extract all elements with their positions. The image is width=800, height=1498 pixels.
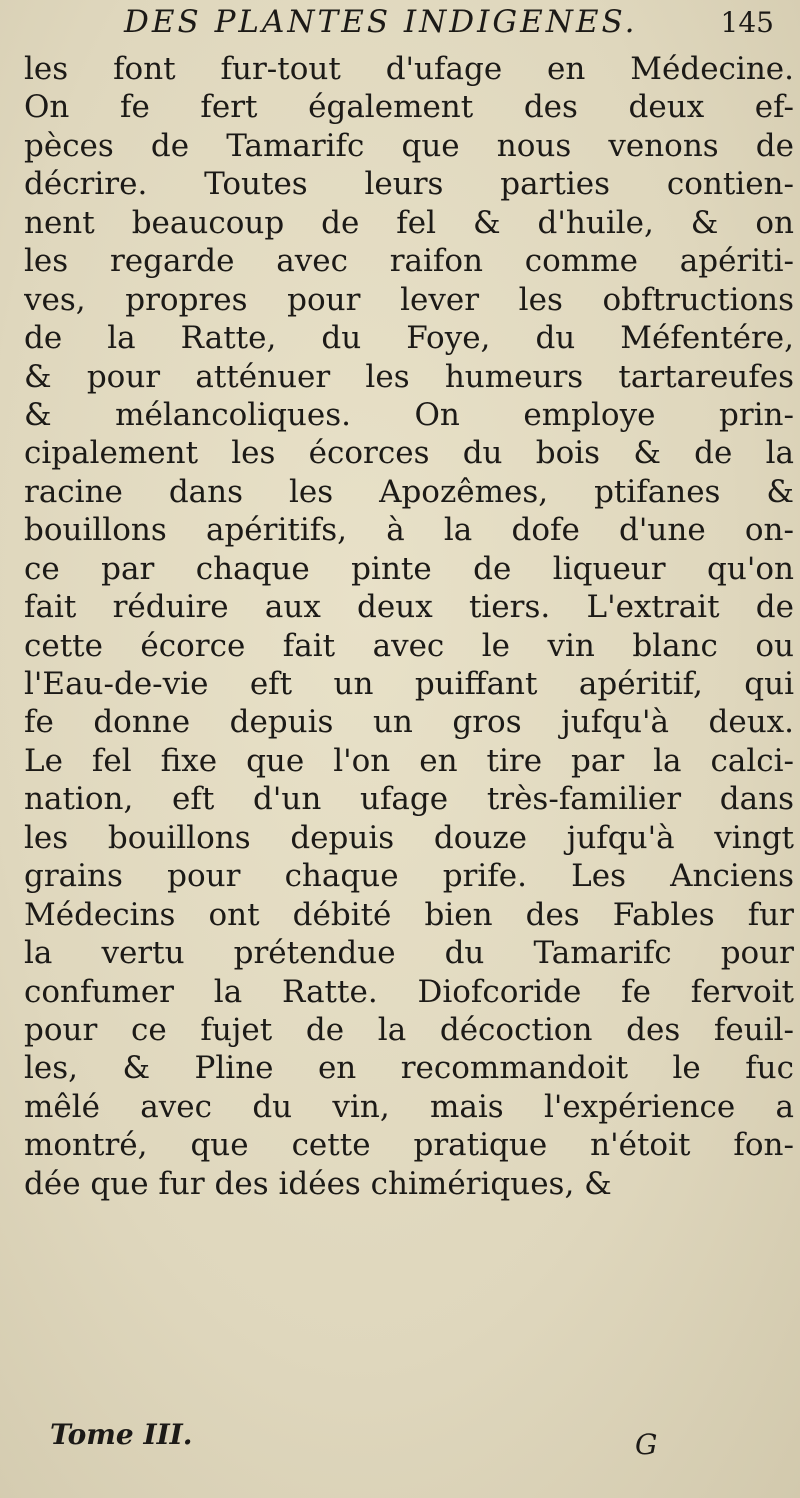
text-line: cette écorce fait avec le vin blanc ou <box>24 627 794 664</box>
text-line: fait réduire aux deux tiers. L'extrait de <box>24 589 794 626</box>
text-line: confumer la Ratte. Diofcoride fe fervoit <box>24 973 794 1010</box>
text-line: pèces de Tamarifc que nous venons de <box>24 127 794 164</box>
text-line: Le fel fixe que l'on en tire par la calci- <box>24 742 794 779</box>
text-line: & mélancoliques. On employe prin- <box>24 396 794 433</box>
text-line: nent beaucoup de fel & d'huile, & on <box>24 204 794 241</box>
running-title: DES PLANTES INDIGENES. <box>124 4 638 40</box>
text-line: mêlé avec du vin, mais l'expérience a <box>24 1088 794 1125</box>
text-line: l'Eau-de-vie eft un puiffant apéritif, qui <box>24 666 794 702</box>
text-line: montré, que cette pratique n'étoit fon- <box>24 1127 794 1164</box>
text-line: les, & Pline en recommandoit le fuc <box>24 1050 794 1087</box>
text-line: nation, eft d'un ufage très-familier dans <box>24 781 794 818</box>
text-line: de la Ratte, du Foye, du Méfentére, <box>24 320 794 357</box>
text-line: cipalement les écorces du bois & de la <box>24 435 794 472</box>
volume-label: Tome III. <box>50 1418 193 1451</box>
signature-mark: G <box>635 1428 658 1461</box>
page-footer <box>50 1418 780 1461</box>
text-line: On fe fert également des deux ef- <box>24 89 794 126</box>
text-line: les font fur-tout d'ufage en Médecine. <box>24 51 794 87</box>
text-line: grains pour chaque prife. Les Anciens <box>24 858 794 895</box>
text-line: les bouillons depuis douze jufqu'à vingt <box>24 819 794 856</box>
page-header <box>124 4 774 50</box>
page-number: 145 <box>720 6 774 39</box>
text-line: racine dans les Apozêmes, ptifanes & <box>24 473 794 510</box>
text-line: pour ce fujet de la décoction des feuil- <box>24 1011 794 1048</box>
text-line: dée que fur des idées chimériques, & <box>24 1165 612 1202</box>
text-line: décrire. Toutes leurs parties contien- <box>24 166 794 203</box>
text-line: Médecins ont débité bien des Fables fur <box>24 896 794 933</box>
text-line: ves, propres pour lever les obftructions <box>24 281 794 318</box>
text-line: les regarde avec raifon comme apériti- <box>24 243 794 280</box>
text-line: fe donne depuis un gros jufqu'à deux. <box>24 704 794 741</box>
text-line: bouillons apéritifs, à la dofe d'une on- <box>24 512 794 549</box>
text-line: ce par chaque pinte de liqueur qu'on <box>24 550 794 587</box>
text-line: & pour atténuer les humeurs tartareufes <box>24 358 794 395</box>
text-line: la vertu prétendue du Tamarifc pour <box>24 935 794 972</box>
body-text <box>24 50 794 1203</box>
